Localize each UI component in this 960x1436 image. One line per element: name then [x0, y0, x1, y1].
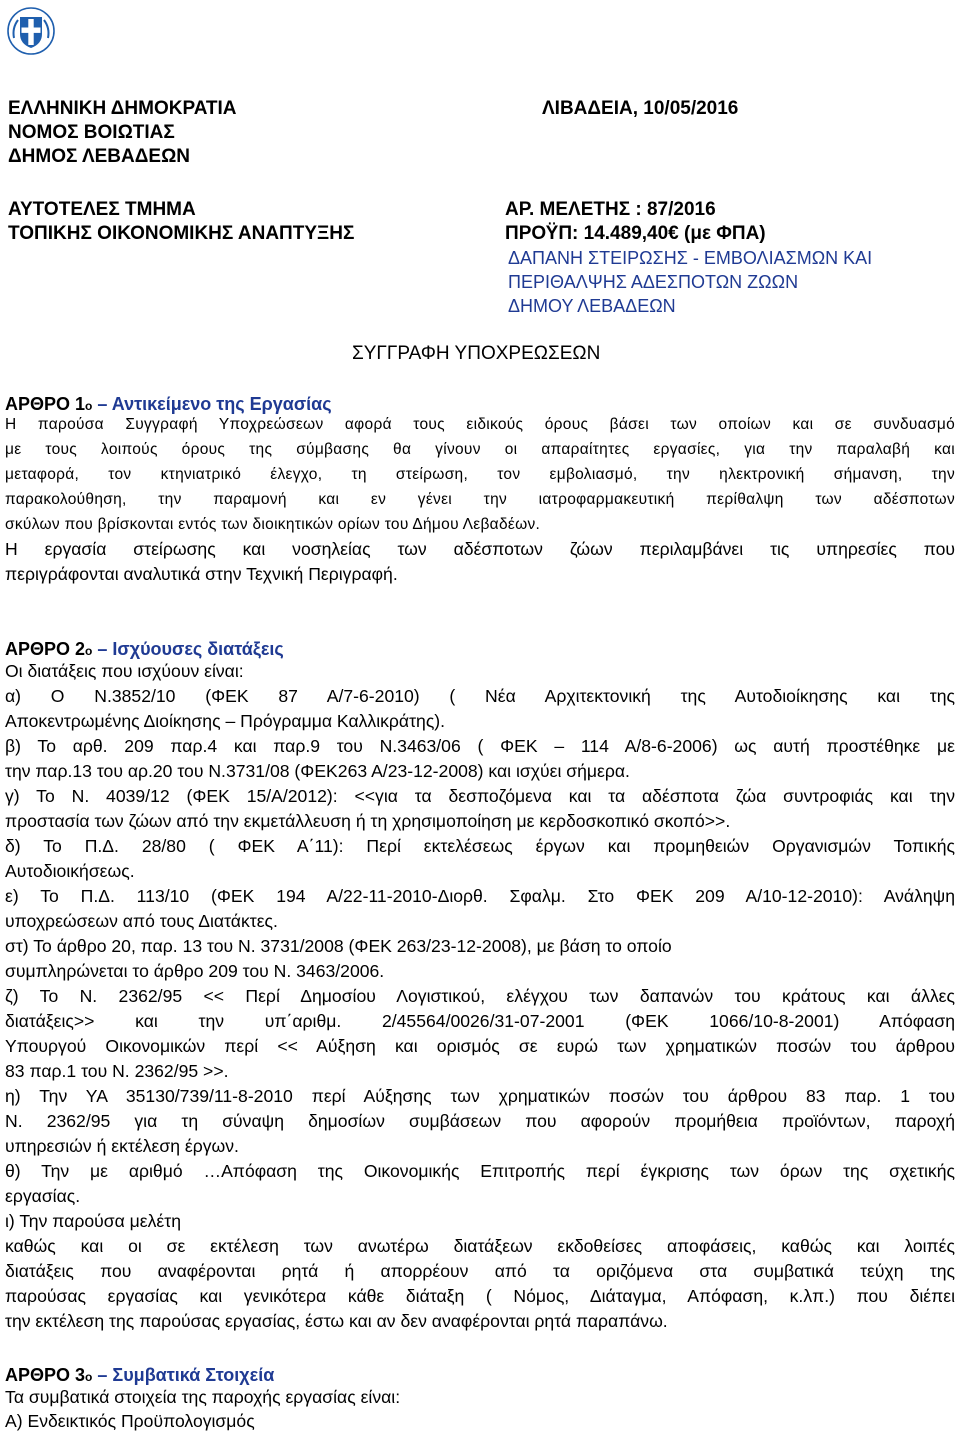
article-3-title: – Συμβατικά Στοιχεία: [97, 1365, 275, 1385]
text-line: ι) Την παρούσα μελέτη: [5, 1211, 182, 1231]
text-line: ε) Το Π.Δ. 113/10 (ΦΕΚ 194 Α/22-11-2010-Διορθ. Σφαλμ. Στο ΦΕΚ 209 Α/10-12-2010): Ανάληψη: [5, 886, 955, 906]
text-line: παρούσας εργασίας και γενικότερα κάθε διάταξη ( Νόμος, Διάταγμα, Απόφαση, κ.λπ.) που διέπει: [5, 1286, 955, 1306]
department-line-2: ΤΟΠΙΚΗΣ ΟΙΚΟΝΟΜΙΚΗΣ ΑΝΑΠΤΥΞΗΣ: [8, 223, 355, 244]
text-line: σκύλων που βρίσκονται εντός των διοικητικών ορίων του Δήμου Λεβαδέων.: [5, 516, 541, 533]
text-line: καθώς και οι σε εκτέλεση των ανωτέρω διατάξεων εκδοθείσες αποφάσεις, καθώς και λοιπές: [5, 1236, 955, 1256]
text-line: την παρ.13 του αρ.20 του Ν.3731/08 (ΦΕΚ263 Α/23-12-2008) και ισχύει σήμερα.: [5, 761, 630, 781]
greek-emblem-logo: [6, 6, 56, 56]
text-line: διατάξεις που αναφέρονται ρητά ή απορρέουν από τα οριζόμενα στα συμβατικά τεύχη της: [5, 1261, 955, 1281]
text-line: περιγράφονται αναλυτικά στην Τεχνική Περιγραφή.: [5, 564, 398, 584]
place-date: ΛΙΒΑΔΕΙΑ, 10/05/2016: [542, 98, 739, 119]
text-line: δ) Το Π.Δ. 28/80 ( ΦΕΚ Α΄11): Περί εκτελέσεως έργων και προμηθειών Οργανισμών Τοπικής: [5, 836, 955, 856]
article-1-prefix: ΑΡΘΡΟ 1: [5, 394, 86, 414]
text-line: Αποκεντρωμένης Διοίκησης – Πρόγραμμα Καλλικράτης).: [5, 711, 446, 731]
text-line: Αυτοδιοικήσεως.: [5, 861, 135, 881]
text-line: στ) Το άρθρο 20, παρ. 13 του Ν. 3731/2008 (ΦΕΚ 263/23-12-2008), με βάση το οποίο: [5, 936, 672, 956]
text-line: α) Ο Ν.3852/10 (ΦΕΚ 87 Α/7-6-2010) ( Νέα Αρχιτεκτονική της Αυτοδιοίκησης και της: [5, 686, 955, 706]
text-line: προστασία των ζώων από την εκμετάλλευση ή τη χρησιμοποίηση με κερδοσκοπικό σκοπό>>.: [5, 811, 731, 831]
article-3-heading: [5, 1363, 274, 1389]
department-line-1: ΑΥΤΟΤΕΛΕΣ ΤΜΗΜΑ: [8, 199, 196, 220]
project-title-line-2: ΠΕΡΙΘΑΛΨΗΣ ΑΔΕΣΠΟΤΩΝ ΖΩΩΝ: [508, 272, 799, 292]
text-line: 83 παρ.1 του Ν. 2362/95 >>.: [5, 1061, 229, 1081]
project-title-line-1: ΔΑΠΑΝΗ ΣΤΕΙΡΩΣΗΣ - ΕΜΒΟΛΙΑΣΜΩΝ ΚΑΙ: [508, 248, 873, 268]
text-line: μεταφορά, τον κτηνιατρικό έλεγχο, τη στείρωση, τον εμβολιασμό, την ηλεκτρονική σήμανση, την: [5, 466, 955, 483]
text-line: διατάξεις>> και την υπ΄αριθμ. 2/45564/0026/31-07-2001 (ΦΕΚ 1066/10-8-2001) Απόφαση: [5, 1011, 955, 1031]
article-1-title: – Αντικείμενο της Εργασίας: [97, 394, 332, 414]
study-number: ΑΡ. ΜΕΛΕΤΗΣ : 87/2016: [505, 199, 716, 220]
text-line: υπηρεσιών ή εκτέλεση έργων.: [5, 1136, 239, 1156]
article-2-prefix: ΑΡΘΡΟ 2: [5, 639, 86, 659]
article-2-title: – Ισχύουσες διατάξεις: [97, 639, 284, 659]
text-line: συμπληρώνεται το άρθρο 209 του Ν. 3463/2006.: [5, 961, 385, 981]
text-line: γ) Το Ν. 4039/12 (ΦΕΚ 15/Α/2012): <<για τα δεσποζόμενα και τα αδέσποτα ζώα συντροφιάς και την: [5, 786, 955, 806]
text-line: παρακολούθηση, την παραμονή και εν γένει την ιατροφαρμακευτική περίθαλψη των αδέσποτων: [5, 491, 955, 508]
text-line: Η εργασία στείρωσης και νοσηλείας των αδέσποτων ζώων περιλαμβάνει τις υπηρεσίες που: [5, 539, 955, 559]
text-line: Υπουργού Οικονομικών περί << Αύξηση και ορισμός σε ευρώ των χρηματικών ποσών του άρθρου: [5, 1036, 955, 1056]
budget-amount: ΠΡΟΫΠ: 14.489,40€ (με ΦΠΑ): [505, 223, 766, 244]
text-line: ζ) Το Ν. 2362/95 << Περί Δημοσίου Λογιστικού, ελέγχου των δαπανών του κράτους και άλλες: [5, 986, 955, 1006]
text-line: εργασίας.: [5, 1186, 81, 1206]
document-title: ΣΥΓΓΡΑΦΗ ΥΠΟΧΡΕΩΣΕΩΝ: [352, 343, 601, 364]
text-line: την εκτέλεση της παρούσας εργασίας, έστω και αν δεν αναφέρονται ρητά παραπάνω.: [5, 1311, 668, 1331]
text-line: Α) Ενδεικτικός Προϋπολογισμός: [5, 1411, 255, 1431]
text-line: υποχρεώσεων από τους Διατάκτες.: [5, 911, 278, 931]
project-title-line-3: ΔΗΜΟΥ ΛΕΒΑΔΕΩΝ: [508, 296, 676, 316]
header-municipality: ΔΗΜΟΣ ΛΕΒΑΔΕΩΝ: [8, 146, 191, 167]
text-line: η) Την ΥΑ 35130/739/11-8-2010 περί Αύξησης των χρηματικών ποσών του άρθρου 83 παρ. 1 του: [5, 1086, 955, 1106]
header-country: ΕΛΛΗΝΙΚΗ ΔΗΜΟΚΡΑΤΙΑ: [8, 98, 237, 119]
text-line: Η παρούσα Συγγραφή Υποχρεώσεων αφορά τους ειδικούς όρους βάσει των οποίων και σε συνδυασμό: [5, 416, 955, 433]
text-line: Τα συμβατικά στοιχεία της παροχής εργασίας είναι:: [5, 1387, 401, 1407]
text-line: β) Το αρθ. 209 παρ.4 και παρ.9 του Ν.3463/06 ( ΦΕΚ – 114 Α/8-6-2006) ως αυτή προστέθηκε με: [5, 736, 955, 756]
article-1-ordinal: ο: [85, 399, 93, 413]
article-3-prefix: ΑΡΘΡΟ 3: [5, 1365, 86, 1385]
article-1-heading: [5, 392, 332, 418]
text-line: με τους λοιπούς όρους της σύμβασης θα γίνουν οι απαραίτητες εργασίες, για την παραλαβή και: [5, 441, 955, 458]
header-prefecture: ΝΟΜΟΣ ΒΟΙΩΤΙΑΣ: [8, 122, 175, 143]
text-line: θ) Την με αριθμό …Απόφαση της Οικονομικής Επιτροπής περί έγκρισης των όρων της σχετικής: [5, 1161, 955, 1181]
text-line: Οι διατάξεις που ισχύουν είναι:: [5, 661, 244, 681]
text-line: Ν. 2362/95 για τη σύναψη δημοσίων συμβάσεων που αφορούν προμήθεια προϊόντων, παροχή: [5, 1111, 955, 1131]
article-2-ordinal: ο: [85, 644, 93, 658]
article-2-heading: [5, 637, 284, 663]
article-3-ordinal: ο: [85, 1370, 93, 1384]
